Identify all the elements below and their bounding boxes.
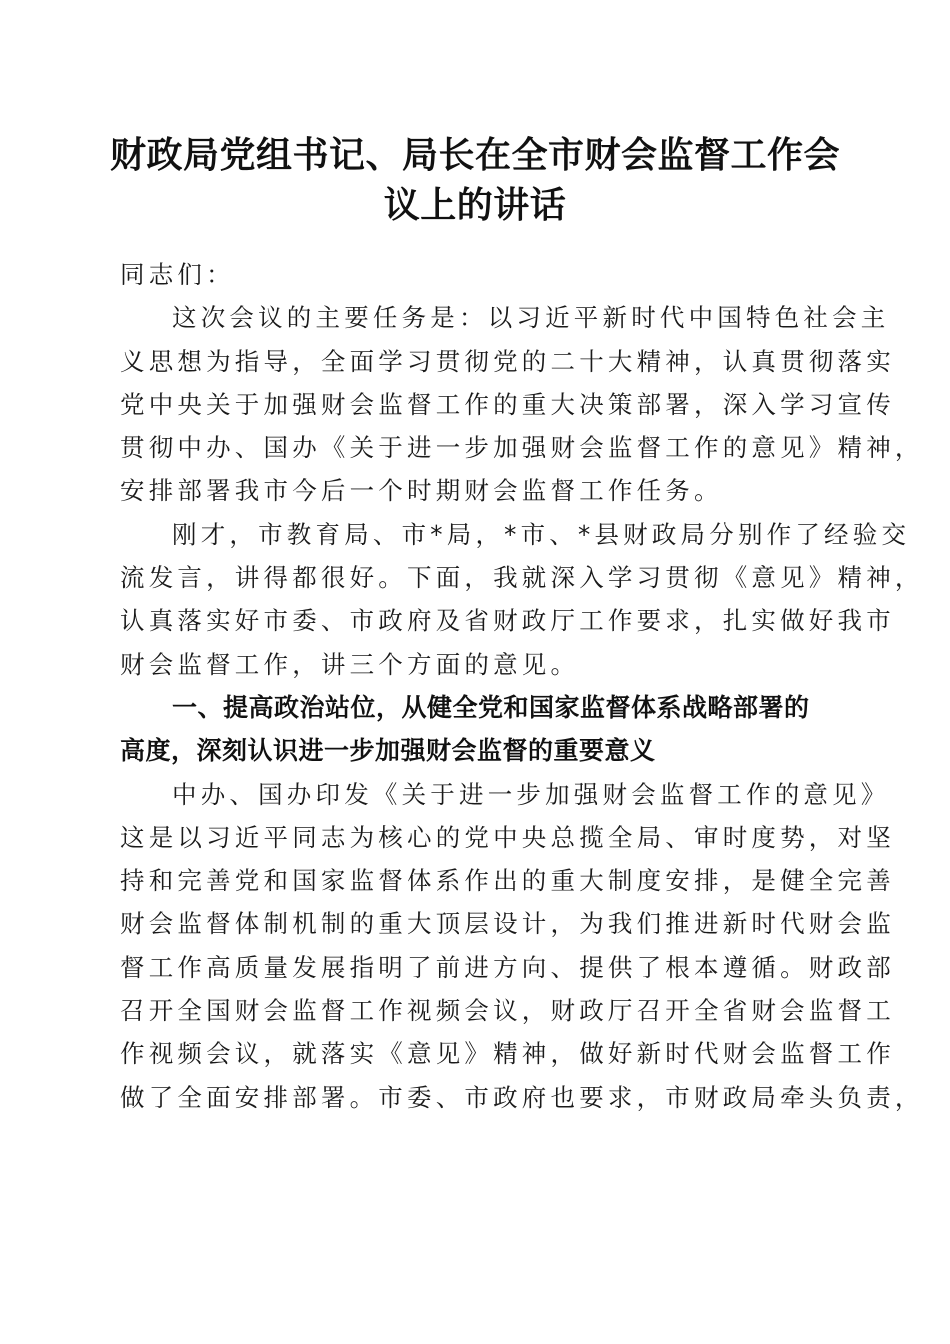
paragraph-line: 认真落实好市委、市政府及省财政厅工作要求，扎实做好我市 [120,606,895,636]
paragraph-line: 召开全国财会监督工作视频会议，财政厅召开全省财会监督工 [120,996,895,1026]
salutation: 同志们： [120,260,235,289]
paragraph-line: 这次会议的主要任务是：以习近平新时代中国特色社会主 [172,303,890,333]
paragraph-line: 持和完善党和国家监督体系作出的重大制度安排，是健全完善 [120,866,895,896]
document-body [120,253,924,1119]
document-title [100,130,850,230]
paragraph-line: 党中央关于加强财会监督工作的重大决策部署，深入学习宣传 [120,389,895,419]
paragraph-line: 中办、国办印发《关于进一步加强财会监督工作的意见》 [172,779,890,809]
paragraph-line: 安排部署我市今后一个时期财会监督工作任务。 [120,476,723,506]
paragraph-line: 这是以习近平同志为核心的党中央总揽全局、审时度势，对坚 [120,822,895,852]
paragraph-line: 刚才，市教育局、市*局，*市、*县财政局分别作了经验交 [172,519,911,549]
paragraph-line: 财会监督工作，讲三个方面的意见。 [120,649,580,679]
section-heading: 一、提高政治站位，从健全党和国家监督体系战略部署的 [172,692,810,722]
paragraph-line: 财会监督体制机制的重大顶层设计，为我们推进新时代财会监 [120,909,895,939]
paragraph-line: 义思想为指导，全面学习贯彻党的二十大精神，认真贯彻落实 [120,346,895,376]
paragraph-line: 贯彻中办、国办《关于进一步加强财会监督工作的意见》精神， [120,433,924,463]
paragraph-line: 作视频会议，就落实《意见》精神，做好新时代财会监督工作 [120,1039,895,1069]
paragraph-line: 督工作高质量发展指明了前进方向、提供了根本遵循。财政部 [120,952,895,982]
paragraph-line: 流发言，讲得都很好。下面，我就深入学习贯彻《意见》精神， [120,563,924,593]
section-heading: 高度，深刻认识进一步加强财会监督的重要意义 [120,736,656,766]
title-line: 财政局党组书记、局长在全市财会监督工作会 [109,134,840,176]
title-line: 议上的讲话 [383,184,567,226]
paragraph-line: 做了全面安排部署。市委、市政府也要求，市财政局牵头负责， [120,1082,924,1112]
